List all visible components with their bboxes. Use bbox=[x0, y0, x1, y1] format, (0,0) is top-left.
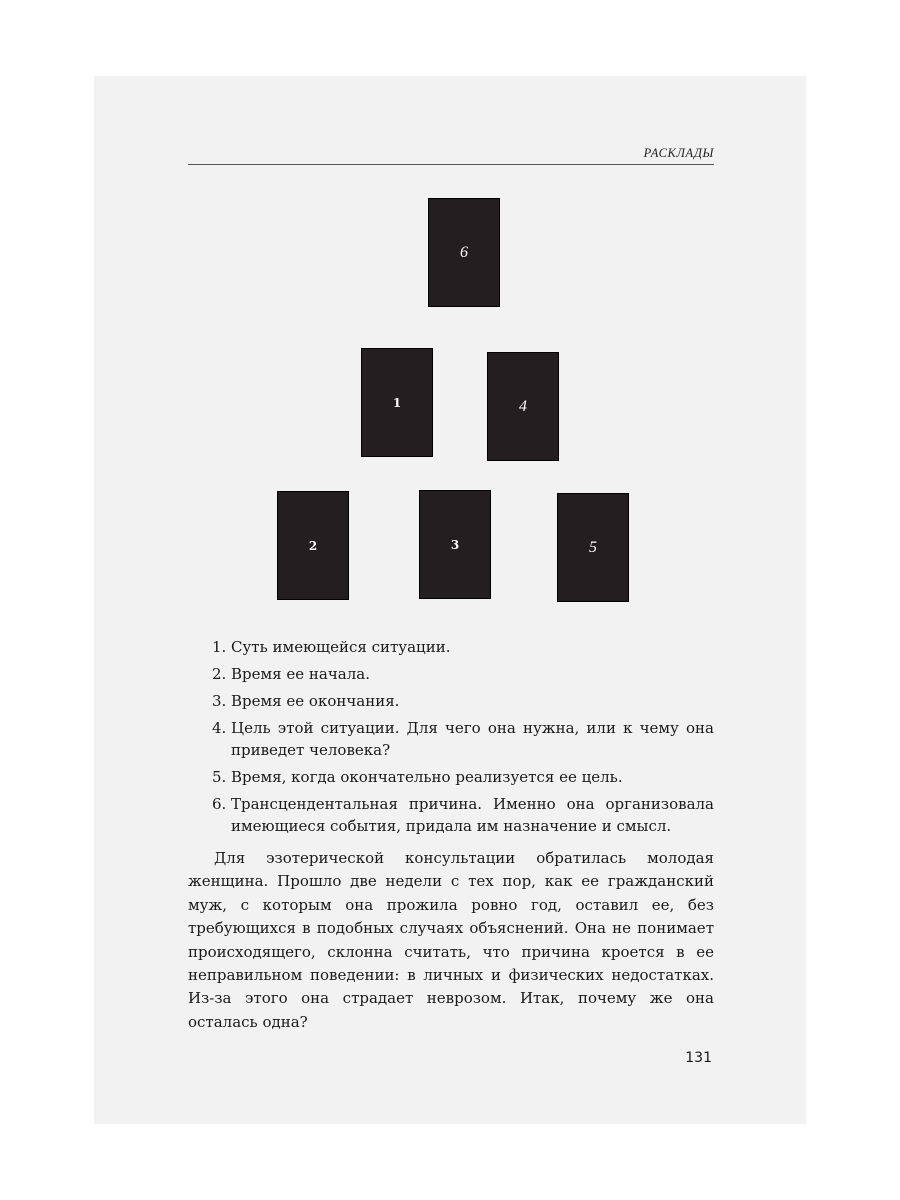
list-number: 2. bbox=[212, 665, 227, 683]
list-number: 6. bbox=[212, 795, 227, 813]
card-number: 5 bbox=[589, 538, 597, 556]
card-number: 2 bbox=[308, 538, 318, 553]
card-4 bbox=[487, 352, 559, 461]
list-text: Время ее окончания. bbox=[231, 692, 400, 710]
list-number: 1. bbox=[212, 638, 227, 656]
list-item bbox=[212, 766, 714, 788]
list-text: Трансцендентальная причина. Именно она организовала имеющиеся события, придала им назначение и смысл. bbox=[231, 795, 714, 835]
card-number: 1 bbox=[392, 395, 402, 410]
list-item bbox=[212, 636, 714, 658]
page-number: 131 bbox=[685, 1050, 712, 1066]
list-item bbox=[212, 663, 714, 685]
card-2 bbox=[277, 491, 349, 600]
list-item bbox=[212, 690, 714, 712]
book-page bbox=[94, 76, 806, 1124]
card-6 bbox=[428, 198, 500, 307]
card-number: 6 bbox=[460, 243, 468, 261]
positions-list bbox=[212, 636, 714, 842]
header-rule bbox=[188, 164, 714, 165]
running-head: РАСКЛАДЫ bbox=[643, 146, 714, 160]
list-number: 5. bbox=[212, 768, 227, 786]
list-text: Время ее начала. bbox=[231, 665, 370, 683]
card-5 bbox=[557, 493, 629, 602]
list-number: 4. bbox=[212, 719, 227, 737]
list-text: Время, когда окончательно реализуется ее цель. bbox=[231, 768, 623, 786]
card-number: 4 bbox=[519, 397, 527, 415]
card-1 bbox=[361, 348, 433, 457]
card-3 bbox=[419, 490, 491, 599]
body-paragraph: Для эзотерической консультации обратилась молодая женщина. Прошло две недели с тех пор, как ее гражданский муж, с которым она прожила ровно год, оставил ее, без требующихся в подобных случаях объяснений. Она не понимает происходящего, склонна считать, что причина кроется в ее неправильном поведении: в личных и физических недостатках. Из-за этого она страдает неврозом. Итак, почему же она осталась одна? bbox=[188, 849, 714, 1031]
list-item bbox=[212, 793, 714, 837]
list-text: Цель этой ситуации. Для чего она нужна, или к чему она приведет человека? bbox=[231, 719, 714, 759]
list-item bbox=[212, 717, 714, 761]
list-number: 3. bbox=[212, 692, 227, 710]
list-text: Суть имеющейся ситуации. bbox=[231, 638, 451, 656]
card-number: 3 bbox=[450, 537, 460, 552]
